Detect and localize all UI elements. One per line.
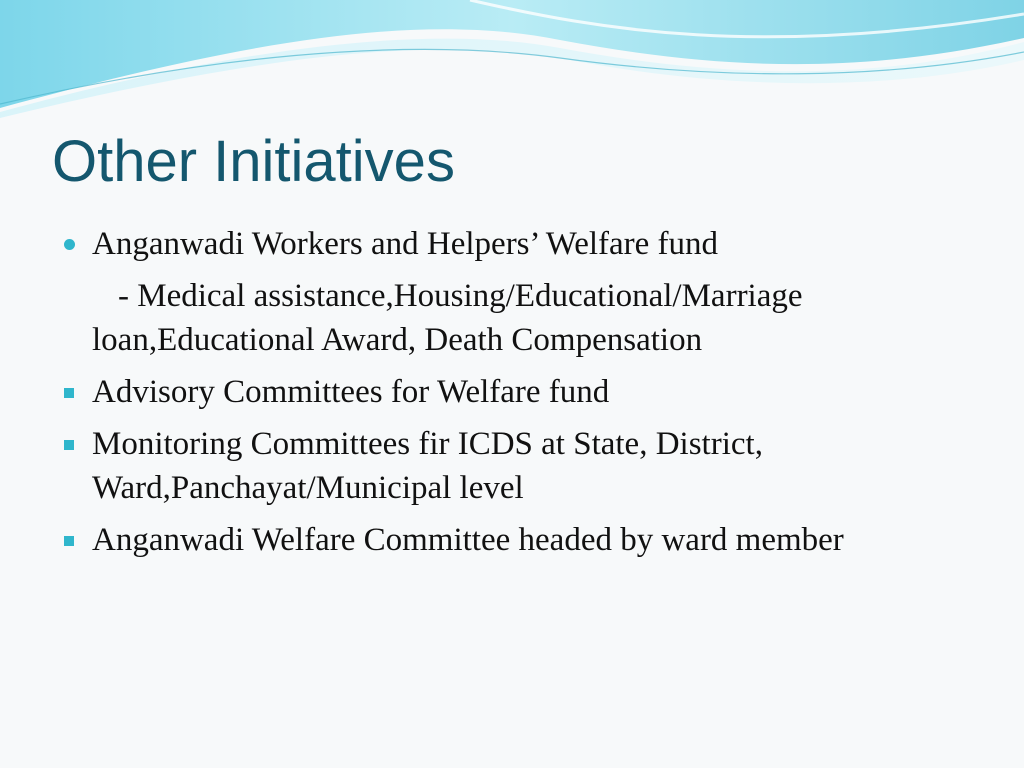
list-item bbox=[60, 518, 960, 562]
list-item bbox=[60, 370, 960, 414]
header-wave-decoration bbox=[0, 0, 1024, 130]
square-bullet-icon bbox=[64, 440, 74, 450]
slide-title: Other Initiatives bbox=[52, 129, 455, 194]
slide-content bbox=[60, 222, 960, 570]
sub-item-line: loan,Educational Award, Death Compensation bbox=[92, 322, 703, 358]
list-item-text: Advisory Committees for Welfare fund bbox=[92, 374, 610, 410]
sub-item bbox=[60, 274, 960, 362]
list-item-text: Anganwadi Workers and Helpers’ Welfare fund bbox=[92, 226, 719, 262]
list-item-text: Anganwadi Welfare Committee headed by ward member bbox=[92, 522, 844, 558]
square-bullet-icon bbox=[64, 388, 74, 398]
list-item bbox=[60, 222, 960, 266]
circle-bullet-icon bbox=[64, 239, 75, 250]
square-bullet-icon bbox=[64, 536, 74, 546]
list-item-text: Monitoring Committees fir ICDS at State, District, Ward,Panchayat/Municipal level bbox=[92, 426, 763, 506]
sub-item-line: - Medical assistance,Housing/Educational/Marriage bbox=[118, 278, 803, 314]
list-item bbox=[60, 422, 960, 510]
